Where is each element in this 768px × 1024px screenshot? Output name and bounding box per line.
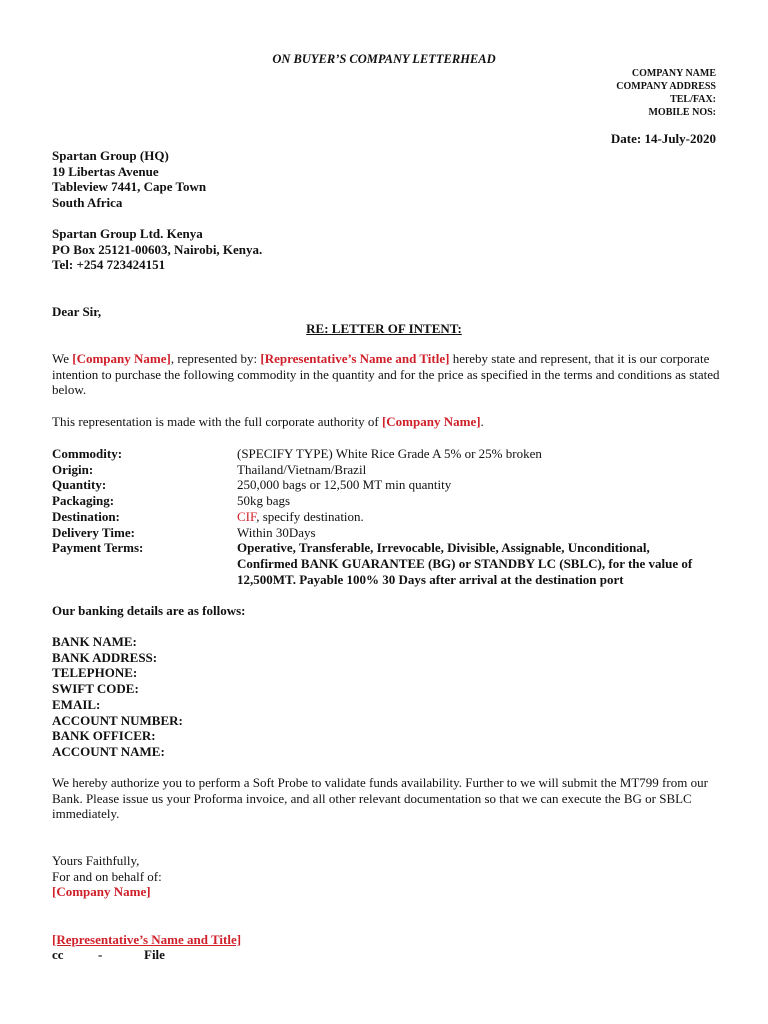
letter-date: Date: 14-July-2020 (610, 131, 716, 146)
terms-value: 50kg bags (237, 493, 291, 509)
terms-key: Commodity: (52, 446, 123, 461)
intro-text: We (52, 351, 73, 366)
address-line: Spartan Group (HQ) (52, 148, 169, 163)
cc-line (52, 947, 165, 963)
terms-row-commodity (52, 446, 717, 462)
address-line: Spartan Group Ltd. Kenya (52, 226, 203, 241)
mobile-nos-label: MOBILE NOS: (648, 107, 716, 118)
cc-dash: - (98, 947, 103, 962)
commodity-terms-table (52, 446, 717, 587)
salutation: Dear Sir, (52, 304, 102, 319)
bank-field: TELEPHONE: (52, 665, 138, 681)
bank-field: SWIFT CODE: (52, 681, 139, 697)
terms-key: Destination: (52, 508, 120, 524)
company-address-label: COMPANY ADDRESS (616, 81, 716, 92)
signoff-block (52, 853, 162, 900)
intro-text: hereby state and represent, that it is our corporate intention to purchase the following commodity in the quantity and for the price as specified in the terms and conditions as stated below. (52, 351, 720, 398)
terms-key: Packaging: (52, 493, 115, 509)
terms-row-delivery-time (52, 525, 717, 541)
bank-field: ACCOUNT NUMBER: (52, 712, 183, 728)
terms-value: 250,000 bags or 12,500 MT min quantity (237, 477, 452, 493)
company-name-label: COMPANY NAME (631, 68, 716, 79)
bank-details (52, 634, 183, 760)
intro-paragraph (52, 351, 722, 398)
authority-paragraph (52, 414, 722, 430)
company-name-placeholder: [Company Name] (381, 414, 481, 429)
signoff-line: For and on behalf of: (52, 868, 162, 884)
cc-label: cc (52, 947, 64, 962)
bank-field: BANK NAME: (52, 634, 137, 649)
authority-text: . (480, 414, 484, 429)
banking-intro: Our banking details are as follows: (52, 603, 246, 618)
sender-company-block (616, 67, 716, 119)
terms-value: Within 30Days (237, 524, 316, 540)
terms-row-payment-terms (52, 540, 717, 587)
terms-key: Delivery Time: (52, 524, 135, 540)
incoterm-highlight: CIF (237, 508, 257, 524)
recipient-kenya-address (52, 226, 262, 273)
recipient-hq-address (52, 148, 206, 211)
terms-value: Thailand/Vietnam/Brazil (237, 461, 367, 477)
authority-text: This representation is made with the full corporate authority of (52, 414, 382, 429)
bank-field: BANK OFFICER: (52, 728, 156, 744)
terms-value-text: , specify destination. (256, 508, 364, 524)
address-line: South Africa (52, 195, 123, 211)
cc-value: File (144, 947, 165, 962)
bank-field: BANK ADDRESS: (52, 649, 158, 665)
terms-key: Origin: (52, 461, 94, 477)
address-line: Tel: +254 723424151 (52, 257, 166, 273)
bank-field: EMAIL: (52, 696, 101, 712)
letterhead-title: ON BUYER’S COMPANY LETTERHEAD (272, 52, 496, 66)
tel-fax-label: TEL/FAX: (670, 94, 716, 105)
bank-field: ACCOUNT NAME: (52, 743, 165, 759)
representative-placeholder: [Representative’s Name and Title] (260, 351, 450, 366)
signoff-company-placeholder: [Company Name] (52, 884, 151, 900)
terms-value: Operative, Transferable, Irrevocable, Divisible, Assignable, Unconditional, Confirmed BANK GUARANTEE (BG) or STANDBY LC (SBLC), for the value of 12,500MT. Payable 100% 30 Days after arrival at the destination port (237, 540, 693, 587)
intro-text: , represented by: (170, 351, 261, 366)
terms-row-quantity (52, 477, 717, 493)
closing-paragraph: We hereby authorize you to perform a Soft Probe to validate funds availability. Further to we will submit the MT799 from our Bank. Please issue us your Proforma invoice, and all other relevant documentation so that we can execute the BG or SBLC immediately. (52, 775, 708, 822)
terms-value (237, 509, 717, 525)
address-line: 19 Libertas Avenue (52, 163, 159, 179)
signoff-representative-placeholder: [Representative’s Name and Title] (52, 932, 242, 947)
terms-key: Quantity: (52, 477, 107, 493)
terms-row-destination (52, 509, 717, 525)
terms-key: Payment Terms: (52, 540, 144, 556)
terms-value: (SPECIFY TYPE) White Rice Grade A 5% or 25% broken (237, 446, 542, 461)
company-name-placeholder: [Company Name] (72, 351, 171, 366)
terms-row-packaging (52, 493, 717, 509)
address-line: Tableview 7441, Cape Town (52, 179, 207, 195)
signoff-line: Yours Faithfully, (52, 853, 140, 868)
address-line: PO Box 25121-00603, Nairobi, Kenya. (52, 241, 263, 257)
terms-row-origin (52, 462, 717, 478)
subject-line: RE: LETTER OF INTENT: (306, 321, 462, 336)
